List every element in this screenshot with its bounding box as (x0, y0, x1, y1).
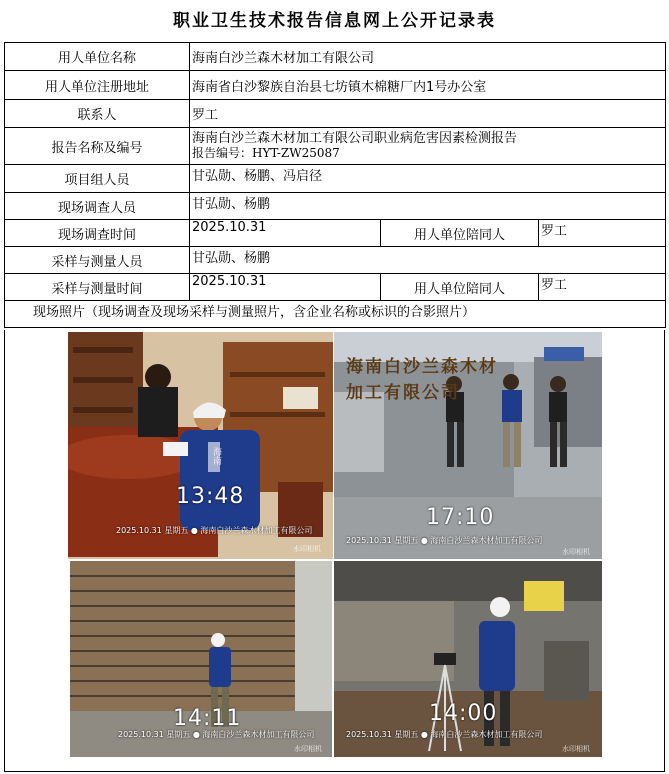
report-cell (190, 128, 666, 165)
escort-value-1: 罗工 (539, 220, 666, 247)
address-value: 海南省白沙黎族自治县七坊镇木棉糖厂内1号办公室 (190, 71, 666, 100)
team-label: 项目组人员 (5, 165, 190, 193)
photo-1-caption: 2025.10.31 星期五 ● 海南白沙兰森木材加工有限公司 (116, 526, 313, 535)
photo-4-watermark: 水印相机 (562, 745, 590, 753)
escort-value-2: 罗工 (539, 274, 666, 301)
photo-4-time: 14:00 (429, 701, 498, 726)
survey-staff-label: 现场调查人员 (5, 193, 190, 220)
survey-time-label: 现场调查时间 (5, 220, 190, 247)
company-sign: 海南白沙兰森木材加工有限公司 (346, 357, 498, 403)
photos-area (4, 330, 665, 772)
sampling-time-label: 采样与测量时间 (5, 274, 190, 301)
photo-timber-sampling (70, 561, 332, 757)
photo-office-survey (68, 332, 333, 559)
unit-name-value: 海南白沙兰森木材加工有限公司 (190, 43, 666, 71)
report-name: 海南白沙兰森木材加工有限公司职业病危害因素检测报告 (192, 131, 518, 146)
photo-workshop-measurement (334, 561, 602, 757)
photo-2-caption: 2025.10.31 星期五 ● 海南白沙兰森木材加工有限公司 (346, 536, 543, 545)
photos-label: 现场照片（现场调查及现场采样与测量照片，含企业名称或标识的合影照片） (5, 301, 666, 328)
vest-print: 海南 (211, 447, 221, 465)
page-title: 职业卫生技术报告信息网上公开记录表 (173, 11, 496, 31)
team-value: 甘弘勋、杨鹏、冯启径 (190, 165, 666, 193)
photo-3-watermark: 水印相机 (294, 745, 322, 753)
photo-group-sign (334, 332, 602, 559)
contact-value: 罗工 (190, 100, 666, 128)
unit-name-label: 用人单位名称 (5, 43, 190, 71)
workshop-scene-graphic (334, 561, 602, 757)
escort-label-2: 用人单位陪同人 (381, 274, 539, 301)
photo-1-watermark: 水印相机 (293, 545, 321, 553)
photo-3-time: 14:11 (173, 706, 242, 731)
sampling-time-value: 2025.10.31 (190, 274, 381, 301)
survey-time-value: 2025.10.31 (190, 220, 381, 247)
escort-label-1: 用人单位陪同人 (381, 220, 539, 247)
photo-3-caption: 2025.10.31 星期五 ● 海南白沙兰森木材加工有限公司 (118, 730, 315, 739)
photo-2-watermark: 水印相机 (562, 548, 590, 556)
sampling-staff-label: 采样与测量人员 (5, 247, 190, 274)
record-table (4, 42, 666, 328)
photo-1-time: 13:48 (176, 484, 245, 509)
address-label: 用人单位注册地址 (5, 71, 190, 100)
contact-label: 联系人 (5, 100, 190, 128)
report-label: 报告名称及编号 (5, 128, 190, 165)
sampling-staff-value: 甘弘勋、杨鹏 (190, 247, 666, 274)
report-number: 报告编号：HYT-ZW25087 (192, 146, 340, 160)
photo-2-time: 17:10 (426, 505, 495, 530)
photo-4-caption: 2025.10.31 星期五 ● 海南白沙兰森木材加工有限公司 (346, 730, 543, 739)
survey-staff-value: 甘弘勋、杨鹏 (190, 193, 666, 220)
